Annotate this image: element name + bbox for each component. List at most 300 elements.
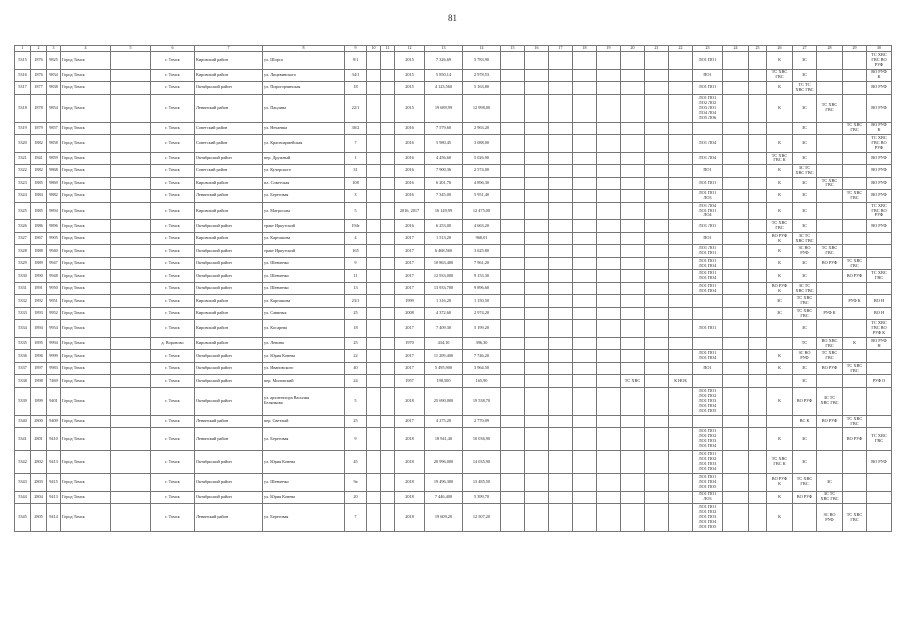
table-cell: 1882: [31, 165, 47, 178]
table-cell: ЗС: [793, 69, 817, 82]
table-cell: Октябрьский район: [195, 245, 263, 258]
table-cell: [367, 320, 381, 338]
table-cell: 1886: [31, 220, 47, 233]
table-cell: [621, 504, 645, 532]
table-cell: 9825: [47, 52, 61, 70]
table-cell: [843, 491, 867, 504]
table-cell: 6 253,00: [425, 220, 463, 233]
table-cell: [501, 257, 525, 270]
table-cell: 2016: [395, 190, 425, 203]
table-cell: ЗС ТС ХВС ГВС: [793, 232, 817, 245]
table-cell: 5 495,900: [425, 362, 463, 375]
table-cell: 2017: [395, 245, 425, 258]
table-cell: [381, 350, 395, 363]
table-cell: 9858: [47, 135, 61, 153]
table-cell: ТС ХВС ГВС: [843, 257, 867, 270]
table-cell: г. Томск: [151, 350, 195, 363]
table-cell: [645, 165, 669, 178]
table-cell: ул. Пацлина: [263, 94, 345, 122]
table-cell: [597, 165, 621, 178]
table-cell: ул. Береговая: [263, 190, 345, 203]
table-cell: [645, 320, 669, 338]
table-cell: ВО РУФ: [867, 152, 892, 165]
table-cell: ТС ХВС ГВС ВО РУФ: [867, 135, 892, 153]
table-cell: [501, 190, 525, 203]
table-cell: К: [767, 135, 793, 153]
table-cell: ул. Нечаевка: [263, 122, 345, 135]
table-cell: [367, 428, 381, 451]
table-cell: [111, 307, 151, 320]
table-cell: [669, 295, 693, 308]
table-cell: 1885: [31, 202, 47, 220]
table-cell: ТС ХВС ГВС: [793, 473, 817, 491]
table-cell: 18 941,40: [425, 428, 463, 451]
table-cell: [525, 52, 549, 70]
table-row: [15, 69, 892, 82]
column-header: 5: [111, 46, 151, 52]
table-cell: ВО РУФ: [867, 451, 892, 474]
table-cell: [621, 135, 645, 153]
table-cell: [621, 245, 645, 258]
table-cell: 1894: [31, 320, 47, 338]
table-cell: [817, 295, 843, 308]
table-cell: 5334: [15, 320, 31, 338]
table-cell: [549, 190, 573, 203]
table-cell: г. Томск: [151, 295, 195, 308]
table-cell: [525, 94, 549, 122]
column-header: 1: [15, 46, 31, 52]
column-header: 20: [621, 46, 645, 52]
table-cell: [573, 473, 597, 491]
table-cell: К: [767, 94, 793, 122]
table-cell: [549, 122, 573, 135]
table-cell: г. Томск: [151, 473, 195, 491]
table-cell: [367, 307, 381, 320]
table-cell: [549, 177, 573, 190]
table-cell: [669, 504, 693, 532]
table-cell: [525, 270, 549, 283]
table-cell: г. Томск: [151, 257, 195, 270]
table-cell: 5333: [15, 307, 31, 320]
table-cell: [573, 307, 597, 320]
table-cell: [693, 415, 723, 428]
table-cell: [525, 375, 549, 388]
table-cell: [597, 295, 621, 308]
table-cell: К НОБ: [669, 375, 693, 388]
table-cell: [749, 350, 767, 363]
table-cell: 7 961,20: [463, 257, 501, 270]
table-cell: 9834: [47, 69, 61, 82]
table-cell: [645, 295, 669, 308]
table-cell: [843, 135, 867, 153]
table-cell: 5 399,70: [463, 491, 501, 504]
table-cell: Город Томск: [61, 202, 111, 220]
table-cell: [597, 245, 621, 258]
table-cell: [723, 415, 749, 428]
table-cell: ул. Косарева: [263, 320, 345, 338]
table-cell: 2800: [31, 415, 47, 428]
table-cell: 1889: [31, 257, 47, 270]
table-cell: 1 513,20: [425, 232, 463, 245]
table-cell: [111, 504, 151, 532]
table-row: [15, 307, 892, 320]
table-cell: Город Томск: [61, 415, 111, 428]
table-cell: К: [767, 177, 793, 190]
table-cell: 1876: [31, 69, 47, 82]
table-cell: 5337: [15, 362, 31, 375]
table-cell: ЛО1 ПО1 ЛО1 ПО2 ЛО1 ПО3 ЛО1 ПО4: [693, 428, 723, 451]
table-row: [15, 245, 892, 258]
column-header: 19: [597, 46, 621, 52]
table-cell: К: [767, 428, 793, 451]
table-cell: [501, 415, 525, 428]
table-cell: 1877: [31, 82, 47, 95]
page-number: 81: [448, 13, 457, 23]
table-cell: 5339: [15, 387, 31, 415]
table-cell: [501, 135, 525, 153]
table-cell: 9а: [345, 473, 367, 491]
table-cell: [573, 295, 597, 308]
table-cell: ПО1: [693, 362, 723, 375]
table-cell: [621, 270, 645, 283]
table-cell: 3 625,80: [463, 245, 501, 258]
table-cell: [111, 337, 151, 350]
table-cell: [817, 375, 843, 388]
table-cell: 5341: [15, 428, 31, 451]
table-cell: [501, 428, 525, 451]
table-cell: 9410: [47, 428, 61, 451]
table-cell: [669, 232, 693, 245]
table-cell: [549, 69, 573, 82]
table-cell: [549, 82, 573, 95]
table-cell: 1999: [395, 295, 425, 308]
register-table: [14, 45, 892, 532]
table-cell: [367, 52, 381, 70]
table-cell: [843, 232, 867, 245]
table-cell: [669, 202, 693, 220]
table-cell: [381, 282, 395, 295]
table-cell: [381, 245, 395, 258]
table-cell: Кировский район: [195, 52, 263, 70]
table-cell: [621, 307, 645, 320]
table-cell: 19 496,300: [425, 473, 463, 491]
table-cell: [111, 387, 151, 415]
table-cell: ТС ХВС ГВС: [843, 504, 867, 532]
table-cell: 1888: [31, 245, 47, 258]
column-header: 27: [793, 46, 817, 52]
table-cell: 5336: [15, 350, 31, 363]
table-cell: г. Томск: [151, 375, 195, 388]
table-cell: [549, 257, 573, 270]
table-cell: [621, 152, 645, 165]
table-cell: [501, 473, 525, 491]
table-cell: 22: [345, 350, 367, 363]
table-cell: [693, 307, 723, 320]
table-cell: [621, 257, 645, 270]
table-cell: 9905: [47, 232, 61, 245]
table-cell: [367, 491, 381, 504]
table-cell: ул. Юрия Конева: [263, 350, 345, 363]
table-cell: ЛО1 ПО1 ЛО1 ПО4: [693, 270, 723, 283]
table-cell: [749, 202, 767, 220]
table-cell: 7: [345, 135, 367, 153]
table-cell: ТС ХВС ГВС: [793, 295, 817, 308]
table-cell: ЛО1 ЛО1 ЛО1 ПО1: [693, 245, 723, 258]
table-cell: Город Томск: [61, 375, 111, 388]
table-cell: г. Томск: [151, 451, 195, 474]
table-cell: 2017: [395, 282, 425, 295]
table-cell: [525, 350, 549, 363]
table-cell: [843, 177, 867, 190]
table-cell: [645, 473, 669, 491]
table-cell: [111, 69, 151, 82]
table-cell: [621, 82, 645, 95]
table-cell: 9: [345, 428, 367, 451]
table-cell: ТС ХВС ГВС: [817, 245, 843, 258]
table-cell: [645, 245, 669, 258]
table-cell: [867, 257, 892, 270]
table-cell: [597, 257, 621, 270]
table-cell: 5317: [15, 82, 31, 95]
table-cell: [621, 415, 645, 428]
table-cell: [549, 165, 573, 178]
table-cell: [621, 362, 645, 375]
table-cell: 1893: [31, 307, 47, 320]
table-cell: [549, 202, 573, 220]
table-cell: 9983: [47, 362, 61, 375]
table-cell: ТС ХВС ГВС К: [767, 451, 793, 474]
table-cell: [597, 362, 621, 375]
table-cell: ЛО1 ПО1 ЛО1 ПО2 ЛО1 ПО3 ЛО1 ПО4 ЛО1 ПО5: [693, 504, 723, 532]
table-cell: [525, 504, 549, 532]
table-cell: [573, 220, 597, 233]
table-cell: Город Томск: [61, 232, 111, 245]
table-cell: ул. Шевченко: [263, 473, 345, 491]
table-cell: [669, 320, 693, 338]
table-cell: Советский район: [195, 135, 263, 153]
table-cell: [749, 307, 767, 320]
table-cell: [573, 202, 597, 220]
table-cell: ЛО1 ЛО4: [693, 152, 723, 165]
table-cell: ул. Береговая: [263, 428, 345, 451]
table-cell: [723, 428, 749, 451]
table-cell: Кировский район: [195, 307, 263, 320]
table-cell: ВО РУФ: [867, 190, 892, 203]
table-cell: 4 896,30: [463, 177, 501, 190]
table-cell: [525, 295, 549, 308]
table-cell: [621, 220, 645, 233]
table-cell: [367, 350, 381, 363]
table-row: [15, 282, 892, 295]
table-cell: ТС ХВС ГВС: [767, 69, 793, 82]
table-cell: [817, 82, 843, 95]
table-cell: г. Томск: [151, 270, 195, 283]
table-cell: [843, 387, 867, 415]
table-cell: 45: [345, 451, 367, 474]
column-header: 15: [501, 46, 525, 52]
table-cell: [749, 135, 767, 153]
column-header: 11: [381, 46, 395, 52]
table-cell: г. Томск: [151, 165, 195, 178]
table-row: [15, 415, 892, 428]
table-cell: [549, 362, 573, 375]
table-cell: [501, 94, 525, 122]
table-cell: [597, 307, 621, 320]
table-cell: 2804: [31, 491, 47, 504]
column-header: 6: [151, 46, 195, 52]
table-cell: 40: [345, 362, 367, 375]
table-cell: [525, 451, 549, 474]
table-cell: г. Томск: [151, 307, 195, 320]
table-cell: [501, 220, 525, 233]
table-cell: [367, 82, 381, 95]
table-cell: [867, 504, 892, 532]
table-cell: ЛО1 ПО1: [693, 52, 723, 70]
table-cell: ТС ХВС ГВС: [817, 177, 843, 190]
table-cell: 9952: [47, 307, 61, 320]
table-cell: [621, 122, 645, 135]
table-cell: Город Томск: [61, 504, 111, 532]
table-cell: [111, 491, 151, 504]
table-cell: [723, 52, 749, 70]
table-cell: [723, 282, 749, 295]
table-cell: Октябрьский район: [195, 270, 263, 283]
table-cell: [817, 165, 843, 178]
column-header: 12: [395, 46, 425, 52]
table-cell: 13 933,700: [425, 282, 463, 295]
table-cell: 2 978,53: [463, 69, 501, 82]
table-cell: ТС ХВС ГВС: [843, 362, 867, 375]
table-cell: 5322: [15, 165, 31, 178]
table-cell: [381, 491, 395, 504]
table-cell: [669, 307, 693, 320]
table-cell: [645, 69, 669, 82]
table-cell: [597, 232, 621, 245]
table-cell: [367, 257, 381, 270]
table-cell: [549, 135, 573, 153]
table-cell: [501, 232, 525, 245]
table-cell: 19 689,99: [425, 94, 463, 122]
table-cell: Город Томск: [61, 165, 111, 178]
table-cell: 5335: [15, 337, 31, 350]
table-cell: 5 163,80: [463, 82, 501, 95]
table-cell: [645, 177, 669, 190]
table-cell: [621, 202, 645, 220]
table-cell: [645, 270, 669, 283]
table-cell: [645, 122, 669, 135]
table-cell: 434,10: [425, 337, 463, 350]
table-cell: 34/1: [345, 69, 367, 82]
table-cell: г. Томск: [151, 220, 195, 233]
table-cell: [573, 350, 597, 363]
table-cell: [723, 504, 749, 532]
table-cell: 1890: [31, 270, 47, 283]
table-cell: [843, 52, 867, 70]
table-cell: [525, 282, 549, 295]
table-cell: 2015: [395, 52, 425, 70]
table-cell: [749, 375, 767, 388]
table-cell: Октябрьский район: [195, 257, 263, 270]
table-cell: ТС ХВС ГВС: [843, 122, 867, 135]
table-cell: 9994: [47, 337, 61, 350]
table-cell: [501, 337, 525, 350]
table-cell: [669, 491, 693, 504]
table-cell: [723, 350, 749, 363]
table-cell: [549, 337, 573, 350]
table-cell: 2018: [395, 491, 425, 504]
table-cell: ЛО1 ЛО4 ЛО1 ПО1 ЛО4: [693, 202, 723, 220]
table-cell: [381, 82, 395, 95]
table-cell: [597, 415, 621, 428]
table-cell: ТС ХВС ГВС: [867, 270, 892, 283]
table-cell: [843, 165, 867, 178]
table-cell: ВО РУФ: [817, 257, 843, 270]
table-cell: [669, 270, 693, 283]
table-cell: [111, 135, 151, 153]
table-cell: [381, 177, 395, 190]
table-cell: [621, 387, 645, 415]
table-cell: 5316: [15, 69, 31, 82]
table-cell: [749, 122, 767, 135]
column-header: 7: [195, 46, 263, 52]
table-cell: [645, 428, 669, 451]
table-cell: ТС ХВС ГВС ВО РУФ К: [867, 320, 892, 338]
table-cell: ЛО1 ПО1 ЛО3: [693, 190, 723, 203]
table-cell: [723, 245, 749, 258]
table-cell: ул. Юрия Конева: [263, 451, 345, 474]
table-cell: Ленинский район: [195, 415, 263, 428]
table-cell: ТС ХВС ГВС ВО РУФ: [867, 202, 892, 220]
table-cell: [749, 491, 767, 504]
table-cell: [645, 190, 669, 203]
table-cell: [749, 415, 767, 428]
table-cell: [843, 473, 867, 491]
table-cell: К: [767, 52, 793, 70]
table-cell: [723, 152, 749, 165]
table-cell: г. Томск: [151, 491, 195, 504]
table-cell: [749, 232, 767, 245]
table-cell: [525, 135, 549, 153]
table-cell: [381, 152, 395, 165]
table-cell: [573, 69, 597, 82]
column-header: 24: [723, 46, 749, 52]
table-cell: [723, 165, 749, 178]
table-cell: [669, 52, 693, 70]
table-cell: 12 475,00: [463, 202, 501, 220]
table-cell: [621, 94, 645, 122]
table-cell: К: [767, 202, 793, 220]
table-row: [15, 350, 892, 363]
table-cell: [749, 270, 767, 283]
table-cell: ВО РУФ: [817, 415, 843, 428]
table-cell: 2015: [395, 69, 425, 82]
table-cell: 9/1: [345, 52, 367, 70]
table-cell: [843, 282, 867, 295]
table-cell: [597, 350, 621, 363]
table-cell: [621, 428, 645, 451]
table-cell: 5340: [15, 415, 31, 428]
table-cell: Город Томск: [61, 491, 111, 504]
table-cell: ЗС: [793, 152, 817, 165]
table-cell: [501, 320, 525, 338]
table-cell: [367, 190, 381, 203]
table-cell: 5329: [15, 257, 31, 270]
table-cell: [669, 415, 693, 428]
table-cell: Советский район: [195, 122, 263, 135]
table-cell: 5319: [15, 122, 31, 135]
table-cell: ЗС: [793, 122, 817, 135]
table-cell: [723, 220, 749, 233]
